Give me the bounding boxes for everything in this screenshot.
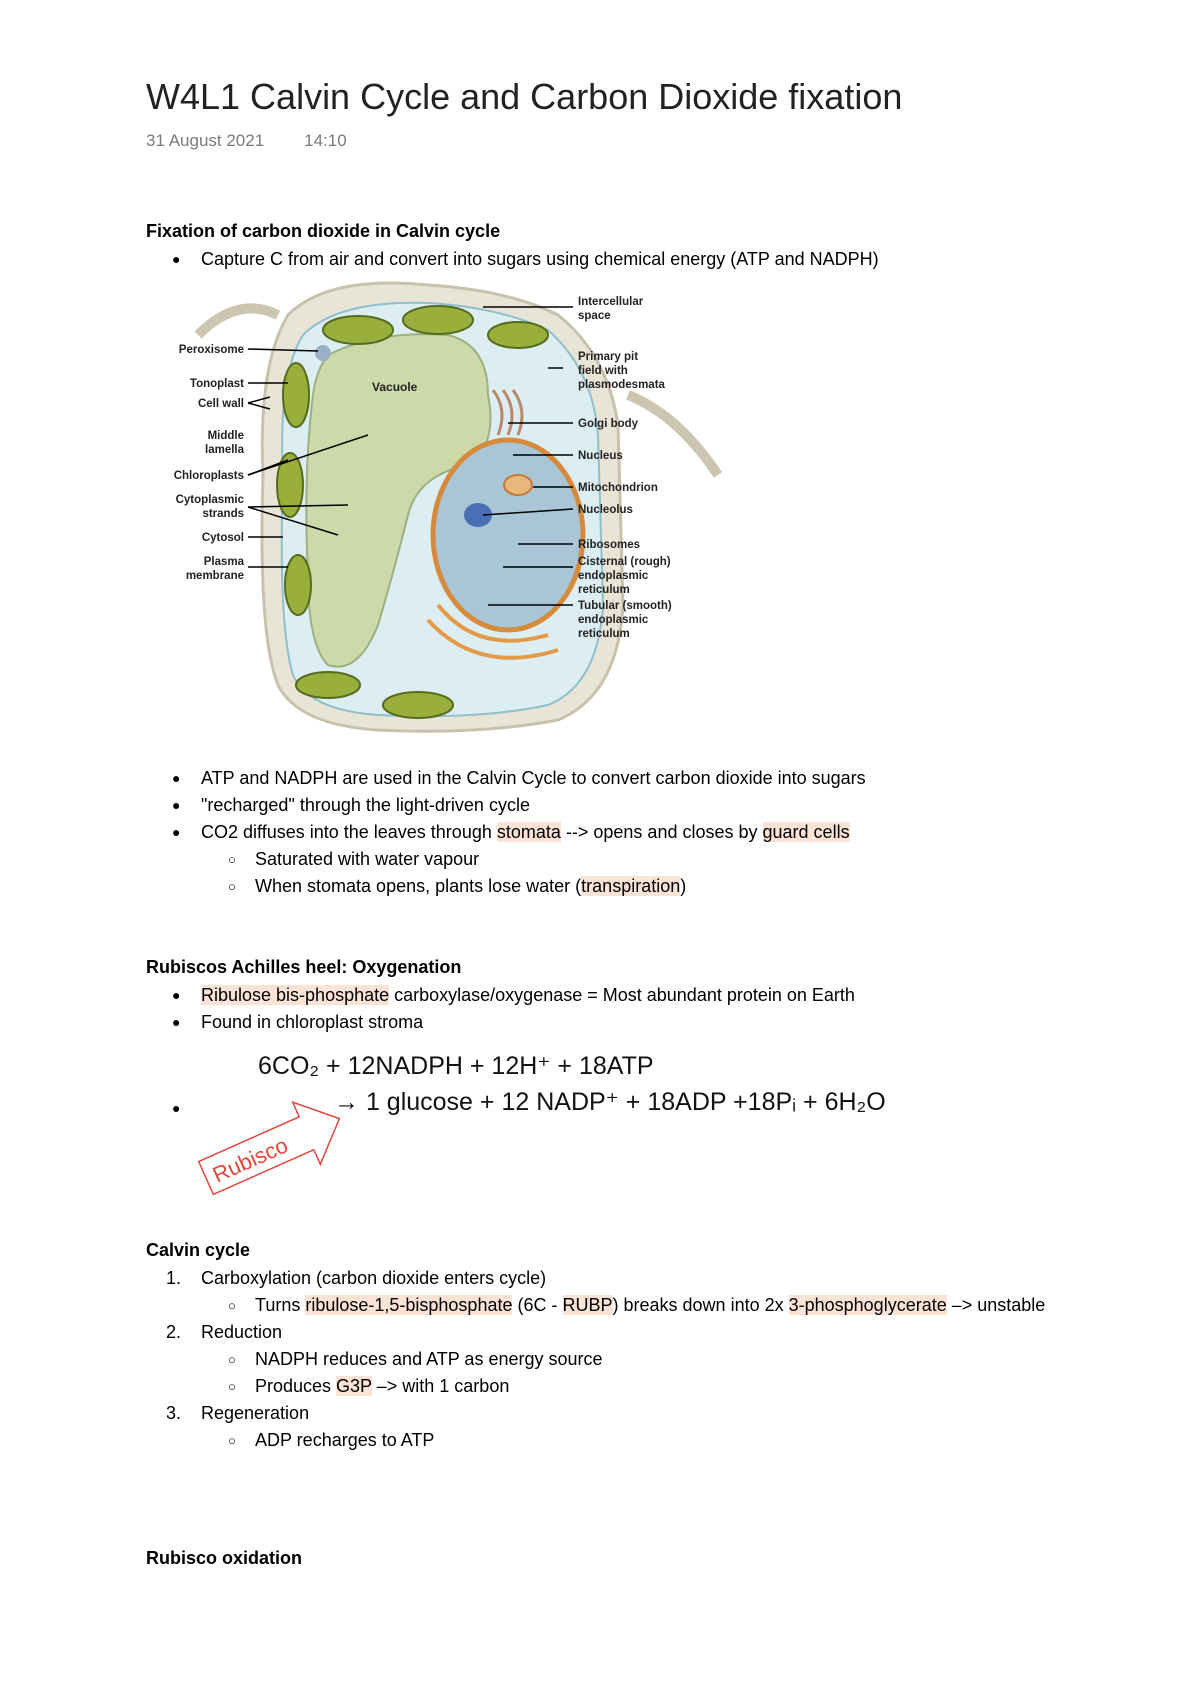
bullet-list (146, 982, 855, 1036)
highlight-rubp: RUBP (562, 1295, 613, 1315)
bullet-list (146, 246, 879, 273)
label-vacuole: Vacuole (372, 380, 418, 394)
highlight-g3p: G3P (336, 1376, 372, 1396)
list-item: 1. Carboxylation (carbon dioxide enters cycle) (166, 1268, 547, 1288)
circle-bullet-icon: ○ (228, 879, 236, 894)
label-plasmodesmata: plasmodesmata (578, 379, 665, 391)
label-mitochondrion: Mitochondrion (578, 482, 658, 494)
highlight-3pg: 3-phosphoglycerate (788, 1295, 947, 1315)
label-intercellular: Intercellular (578, 296, 644, 308)
list-item: ● ATP and NADPH are used in the Calvin Cycle to convert carbon dioxide into sugars (146, 765, 866, 792)
circle-bullet-icon: ○ (228, 1379, 236, 1394)
note-time: 14:10 (304, 131, 347, 150)
list-item-text: Capture C from air and convert into sugars using chemical energy (ATP and NADPH) (201, 249, 879, 269)
rubisco-label: Rubisco (208, 1132, 292, 1188)
list-item: ○ NADPH reduces and ATP as energy source (146, 1346, 1045, 1373)
bullet-icon: ● (172, 797, 181, 813)
equation-line-2: → 1 glucose + 12 NADP⁺ + 18ADP +18Pᵢ + 6H₂O (334, 1088, 886, 1116)
label-cytoplasmic: Cytoplasmic (175, 494, 244, 506)
calvin-equation (208, 1040, 892, 1188)
circle-bullet-icon: ○ (228, 1433, 236, 1448)
highlight-guard-cells: guard cells (762, 822, 850, 842)
section-heading-fixation: Fixation of carbon dioxide in Calvin cycle (146, 221, 501, 241)
label-primary-pit: Primary pit (578, 351, 639, 363)
rubisco-arrow-icon (192, 1088, 353, 1210)
page-title: W4L1 Calvin Cycle and Carbon Dioxide fixation (146, 76, 903, 117)
circle-bullet-icon: ○ (228, 852, 236, 867)
bullet-list (146, 765, 866, 900)
bullet-icon: ● (172, 770, 181, 786)
label-nucleus: Nucleus (578, 450, 623, 462)
plant-cell-diagram (173, 275, 738, 735)
list-item: 3. Regeneration (166, 1403, 310, 1423)
highlight-ribulose: Ribulose bis-phosphate (201, 985, 390, 1005)
label-plasma: Plasma (203, 556, 244, 568)
list-item: ● "recharged" through the light-driven cycle (146, 792, 866, 819)
list-item (146, 246, 879, 273)
numbered-list (146, 1265, 1045, 1454)
label-field-with: field with (578, 365, 628, 377)
label-tubular: Tubular (smooth) (578, 600, 672, 612)
bullet-icon: ● (172, 1100, 181, 1116)
list-item: ○ When stomata opens, plants lose water (transpiration) (146, 873, 866, 900)
list-item: ● Found in chloroplast stroma (146, 1009, 855, 1036)
label-reticulum-1: reticulum (578, 584, 630, 596)
label-cell-wall: Cell wall (197, 398, 244, 410)
label-peroxisome: Peroxisome (178, 344, 244, 356)
bullet-icon: ● (172, 1014, 181, 1030)
label-tonoplast: Tonoplast (189, 378, 244, 390)
label-er-1: endoplasmic (578, 570, 649, 582)
label-chloroplasts: Chloroplasts (173, 470, 244, 482)
list-item: ● Ribulose bis-phosphate carboxylase/oxygenase = Most abundant protein on Earth (146, 982, 855, 1009)
section-heading-rubisco-oxidation: Rubisco oxidation (146, 1548, 303, 1568)
label-lamella: lamella (205, 444, 244, 456)
equation-line-1: 6CO₂ + 12NADPH + 12H⁺ + 18ATP (258, 1052, 654, 1080)
section-heading-calvin: Calvin cycle (146, 1240, 251, 1260)
highlight-stomata: stomata (496, 822, 561, 842)
list-item: ○ ADP recharges to ATP (146, 1427, 1045, 1454)
label-cisternal: Cisternal (rough) (578, 556, 671, 568)
label-ribosomes: Ribosomes (578, 539, 640, 551)
label-nucleolus: Nucleolus (578, 504, 633, 516)
note-date: 31 August 2021 (146, 131, 265, 150)
note-meta (146, 131, 347, 151)
label-strands: strands (202, 508, 244, 520)
bullet-icon: ● (172, 251, 181, 267)
circle-bullet-icon: ○ (228, 1352, 236, 1367)
label-reticulum-2: reticulum (578, 628, 630, 640)
circle-bullet-icon: ○ (228, 1298, 236, 1313)
section-heading-rubisco: Rubiscos Achilles heel: Oxygenation (146, 957, 462, 977)
list-item: ● CO2 diffuses into the leaves through stomata --> opens and closes by guard cells (146, 819, 866, 846)
label-membrane: membrane (185, 570, 244, 582)
list-item: 2. Reduction (166, 1322, 283, 1342)
bullet-icon: ● (172, 824, 181, 840)
label-golgi: Golgi body (578, 418, 639, 430)
label-cytosol: Cytosol (201, 532, 244, 544)
bullet-icon: ● (172, 987, 181, 1003)
list-item: ○ Saturated with water vapour (146, 846, 866, 873)
list-item: ○ Produces G3P –> with 1 carbon (146, 1373, 1045, 1400)
label-space: space (578, 310, 611, 322)
highlight-transpiration: transpiration (581, 876, 681, 896)
list-item: ○ Turns ribulose-1,5-bisphosphate (6C - RUBP) breaks down into 2x 3-phosphoglycerate –> unstable (146, 1292, 1045, 1319)
label-er-2: endoplasmic (578, 614, 649, 626)
highlight-rubp-full: ribulose-1,5-bisphosphate (305, 1295, 513, 1315)
label-middle: Middle (207, 430, 244, 442)
